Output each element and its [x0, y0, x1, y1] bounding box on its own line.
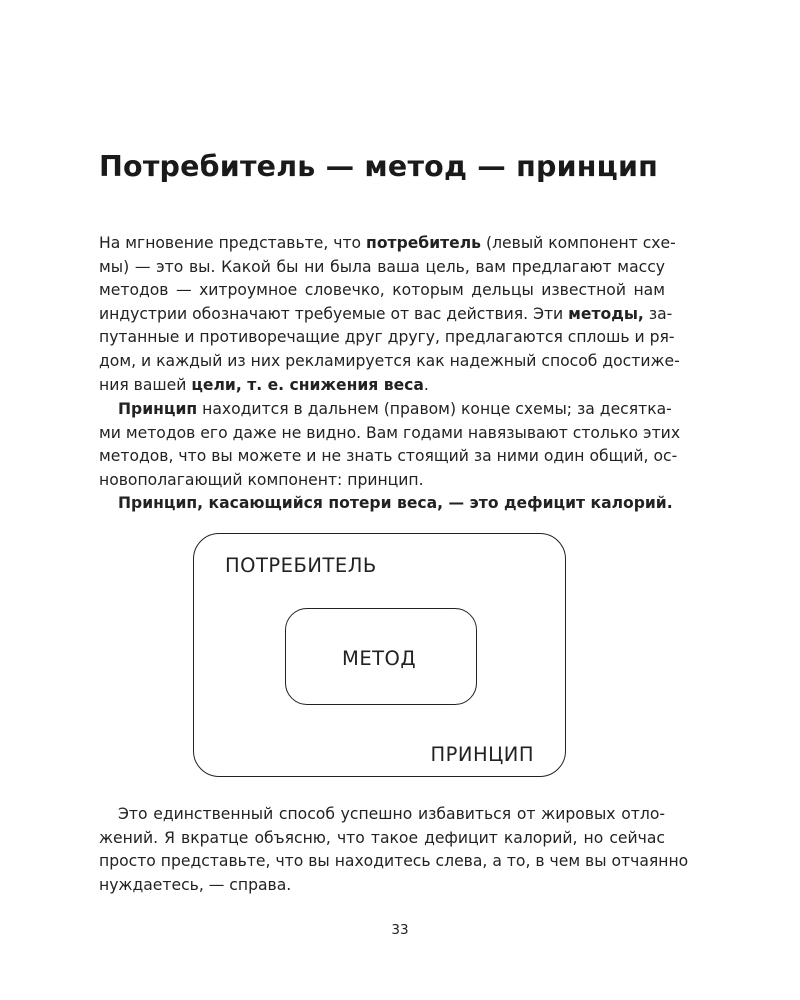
text-line: нуждаетесь, — справа. — [99, 875, 292, 894]
text-line: ния вашей цели, т. е. снижения веса. — [99, 375, 429, 394]
text-line: новополагающий компонент: принцип. — [99, 470, 424, 489]
text-line: мы) — это вы. Какой бы ни была ваша цель, вам предлагают массу — [99, 257, 665, 276]
text-line: Принцип находится в дальнем (правом) конце схемы; за десятка- — [118, 400, 672, 418]
text-line: На мгновение представьте, что потребитель (левый компонент схе- — [99, 234, 676, 252]
diagram-label-consumer: ПОТРЕБИТЕЛЬ — [225, 554, 377, 577]
text-line: Это единственный способ успешно избавиться от жировых отло- — [118, 805, 665, 823]
text-line: дом, и каждый из них рекламируется как надежный способ достиже- — [99, 351, 680, 370]
term-methods: методы, — [568, 304, 644, 323]
diagram-label-method: МЕТОД — [342, 647, 417, 670]
term-consumer: потребитель — [366, 234, 482, 252]
diagram-method-box — [285, 608, 477, 705]
term-goal: цели, т. е. снижения веса — [191, 375, 424, 394]
text-line: жений. Я вкратце объясню, что такое дефицит калорий, но сейчас — [99, 828, 665, 847]
text-line: методов — хитроумное словечко, которым дельцы известной нам — [99, 281, 665, 300]
text-line — [99, 492, 673, 516]
text-line: индустрии обозначают требуемые от вас действия. Эти методы, за- — [99, 304, 673, 323]
page-title: Потребитель — метод — принцип — [99, 150, 659, 183]
page-number: 33 — [391, 922, 409, 938]
paragraph-key-statement — [99, 492, 673, 516]
consumer-method-principle-diagram — [193, 533, 566, 777]
text-line: методов, что вы можете и не знать стоящий за ними один общий, ос- — [99, 447, 678, 466]
paragraph-principle — [99, 398, 681, 492]
paragraph-conclusion — [99, 803, 689, 897]
diagram-label-principle: ПРИНЦИП — [430, 743, 534, 766]
text-line: просто представьте, что вы находитесь слева, а то, в чем вы отчаянно — [99, 852, 689, 871]
text-line: ми методов его даже не видно. Вам годами навязывают столько этих — [99, 423, 681, 442]
paragraph-consumer-methods — [99, 232, 680, 397]
text-line: путанные и противоречащие друг другу, предлагаются сплошь и ря- — [99, 328, 675, 347]
key-statement: Принцип, касающийся потери веса, — это дефицит калорий. — [118, 494, 673, 512]
term-principle: Принцип — [118, 400, 198, 418]
